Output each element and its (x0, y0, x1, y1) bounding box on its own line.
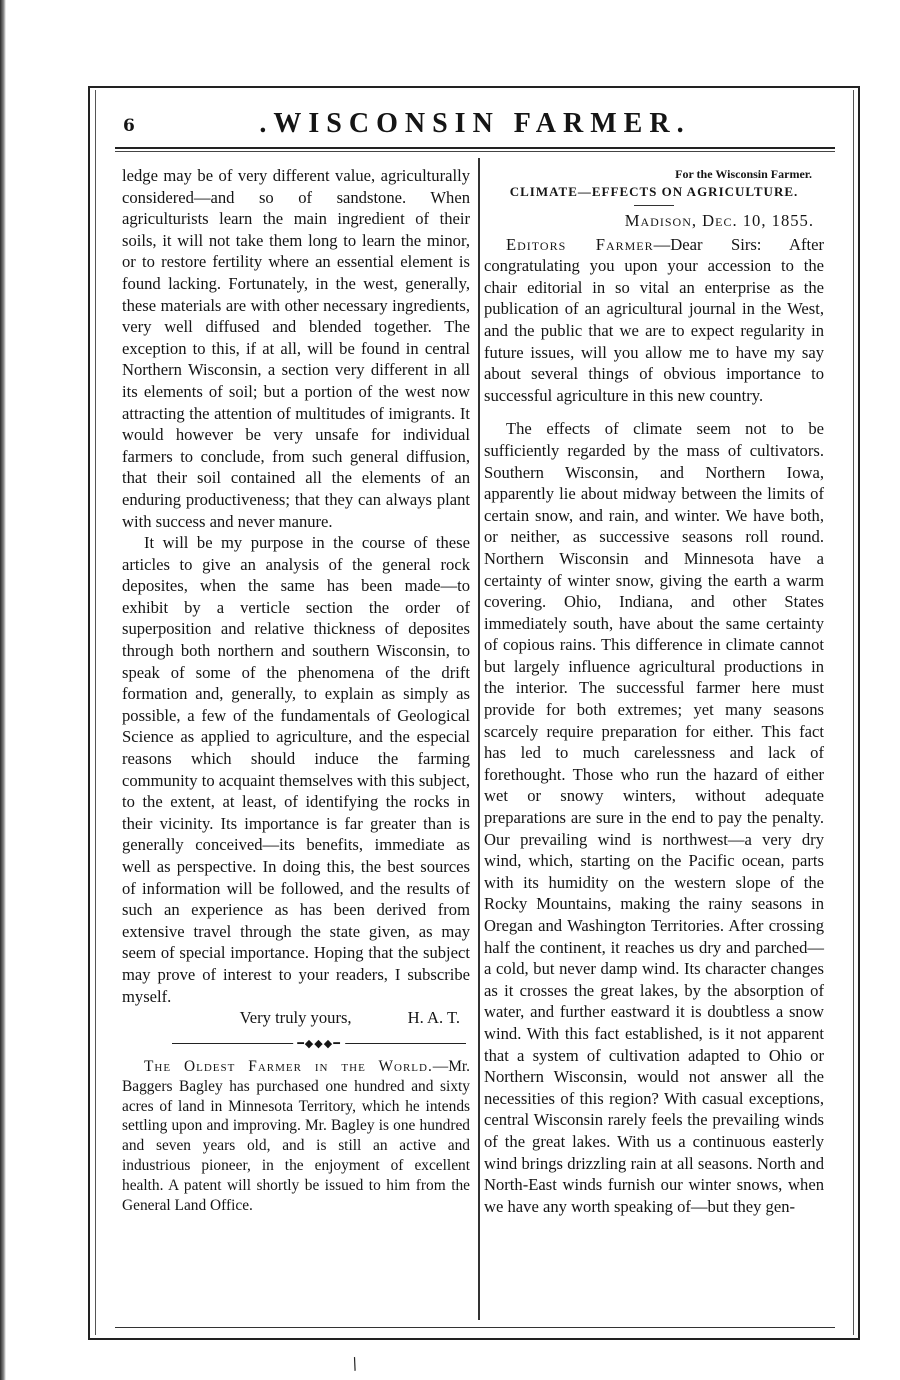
scan-edge (0, 0, 6, 1380)
paragraph (484, 234, 824, 407)
dateline: Madison, Dec. 10, 1855. (624, 211, 814, 230)
paragraph: The effects of climate seem not to be sufficiently regarded by the mass of cultivators. Southern Wisconsin, and Northern Iowa, apparently lie about midway between the limits of certain snow, and rain, and winter. We have both, or neither, as successive seasons roll round. Northern Wisconsin and Minnesota have a certainty of winter snow, giving the earth a warm covering. Ohio, Indiana, and other States immediately south, have about the same certainty of copious rains. This difference in climate cannot but largely influence agricultural productions in the interior. The successful farmer here must provide for both extremes; yet many seasons scarcely require preparation for either. This fact has led to much carelessness and lack of forethought. Those who run the hazard of either wet or snowy winters, without adequate preparations are sure in the end to pay the penalty. Our prevailing wind is northwest—a very dry wind, which, starting on the Pacific ocean, parts with its humidity on the western slope of the Rocky Mountains, making the rainy seasons in Oregan and Washington Territories. After crossing half the continent, it reaches us dry and parched—a cold, but never damp wind. Its character changes as it crosses the great lakes, by the absorption of water, and further eastward it is doubtless a snow wind. With this fact established, is it not apparent that a system of cultivation adapted to Ohio or Northern Wisconsin, would not answer all the necessities of this region? With casual exceptions, central Wisconsin rarely feels the prevailing winds of the great lakes. With us a continuous easterly wind brings drizzling rain at all seasons. North and North-East winds furnish our winter snows, when we have any worth speaking of—but they gen- (484, 419, 824, 1216)
closing: Very truly yours, (239, 1008, 352, 1028)
page-border-right-line (853, 90, 854, 1335)
bottom-rule (115, 1327, 835, 1328)
paragraph: ledge may be of very different value, agriculturally considered—and so of sandstone. When agriculturists learn the main ingredient of their soils, it will not take them long to learn the minor, or to restore fertility where an essential element is found lacking. Fortunately, in the west, generally, these materials are with other necessary ingredients, very well diffused and blended together. The exception to this, if at all, will be found in central Northern Wisconsin, a section very different in all its elements of soil; but a portion of the west now attracting the attention of multitudes of imigrants. It would however be very unsafe for individual farmers to conclude, from such general diffusion, that their soil contained all the elements of an enduring productiveness; that they can always plant with success and never manure. (122, 166, 470, 531)
page-number: 6 (123, 116, 135, 136)
running-head (115, 104, 835, 144)
right-column (484, 165, 824, 1217)
column-divider (478, 158, 480, 1320)
pen-mark: / (348, 1353, 361, 1374)
ornament: ━◆◆◆━ (293, 1034, 345, 1056)
head-rule-thin (115, 151, 835, 152)
paragraph-text: —Dear Sirs: After congratulating you upon your accession to the chair editorial in so vital an enterprise as the publication of an agricultural journal in the West, and the public that we are to expect regularity in future issues, will you allow me to have my say about several things of obvious importance to successful agriculture in this new country. (484, 234, 824, 405)
article-attribution: For the Wisconsin Farmer. (675, 167, 812, 181)
article-title: CLIMATE—EFFECTS ON AGRICULTURE. (509, 184, 799, 199)
news-item (122, 1057, 470, 1216)
left-column (122, 165, 470, 1216)
paragraph: It will be my purpose in the course of these articles to give an analysis of the general rock deposites, when the same has been made—to exhibit by a verticle section the order of superposition and relative thickness of deposites through both northern and southern Wisconsin, to speak of some of the phenomena of the drift formation and, generally, to explain as simply as possible, a few of the fundamentals of Geological Science as applied to agriculture, and the especial reasons which should induce the farming community to acquaint themselves with this subject, to the extent, at least, of identifying the rocks in their vicinity. Its importance is far greater than is generally conceived—its benefits, immediate as well as perspective. In doing this, the best sources of information will be followed, and the results of such an experience as has been derived from extensive travel through the state given, as may seem of special importance. Hoping that the subject may prove of interest to your readers, I subscribe myself. (122, 533, 470, 1006)
masthead-title: .WISCONSIN FARMER. (259, 108, 691, 139)
news-item-title: The Oldest Farmer in the World. (144, 1057, 433, 1075)
salutation: Editors Farmer (506, 234, 654, 254)
signature-line (122, 1007, 470, 1029)
news-item-body: —Mr. Baggers Bagley has purchased one hundred and sixty acres of land in Minnesota Territory, which he intends settling upon and improving. Mr. Bagley is one hundred and seven years old, and is still an active and industrious pioneer, in the enjoyment of excellent health. A patent will shortly be issued to him from the General Land Office. (122, 1057, 470, 1215)
ornament-rule (172, 1037, 466, 1051)
page-border-left-line (95, 90, 96, 1335)
title-rule (634, 205, 674, 206)
head-rule (115, 147, 835, 149)
author-initials: H. A. T. (407, 1008, 460, 1028)
